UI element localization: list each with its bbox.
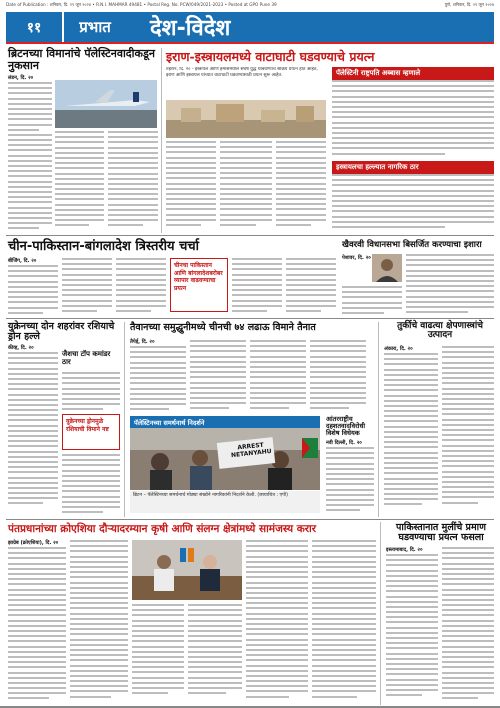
highlight-text-china: चीनचा पाकिस्तान आणि बांगलादेशबरोबर व्यापार वाढवण्याचा प्रयत्न xyxy=(174,262,223,292)
photo-caption: ब्रिटन – पॅलेस्टिनच्या समर्थनार्थ मोठ्या संख्येने नागरिकांनी निदर्शने केली. (छायाचित्र : एपी) xyxy=(130,491,320,513)
lead-text-iran-israel: तेहरान, दि. २० - इस्त्रायल आणि हमासमधील संघर्ष युद्ध थांबवण्याचे सक्रिय प्रयत्न होत आहेत, इराण आणि इस्त्रायल यांच्यात वाटाघाटी घडवण्यासाठी प्रयत्न सुरू आहेत. xyxy=(166,67,318,78)
headline-iran-israel: इराण-इस्त्रायलमध्ये वाटाघाटी घडवण्याचे प्रयत्न xyxy=(166,49,375,64)
article-text-agri-col1 xyxy=(8,547,66,703)
sidebar-text-attack xyxy=(332,174,494,232)
subheadline-jaish: जैशचा टॉप कमांडर ठार xyxy=(62,350,111,367)
headline-britain: ब्रिटनच्या विमानांचे पॅलेस्टिनवादीकडून नुकसान xyxy=(8,47,155,72)
headline-turkey: तुर्कीचे वाढत्या क्षेपणास्त्रांचे उत्पादन xyxy=(397,321,483,341)
article-text-iran-col3 xyxy=(276,141,326,231)
article-text-china-col3 xyxy=(116,258,166,315)
article-text-taiwan-col2 xyxy=(190,340,246,414)
headline-taiwan: तैवानच्या समुद्धुनीमध्ये चीनची ७४ लढाऊ विमाने तैनात xyxy=(130,322,316,333)
protest-sign-text: ARREST NETANYAHU xyxy=(230,441,272,459)
byline-taiwan: तैपेई, दि. २० xyxy=(130,339,155,345)
column-divider xyxy=(380,522,381,705)
masthead-divider xyxy=(6,42,494,44)
edition-info: Date of Publication : शनिवार, दि. २९ जून २०२४ • R.N.I. MAHMAR 49481 • Postal Reg. No. PCW/049/2021-2023 • Posted at GPO Pune 39 xyxy=(6,2,277,7)
photo-mideast xyxy=(166,100,326,138)
article-text-anti-terror xyxy=(326,447,374,515)
byline-anti-terror: नवी दिल्ली, दि. २० xyxy=(326,440,362,446)
article-text-china-col2 xyxy=(62,258,112,315)
article-text-taiwan-col3 xyxy=(250,340,306,414)
highlight-text-ukraine: युक्रेनच्या ड्रोनमुळे रशियाची विमाने नष्ट xyxy=(66,418,109,433)
highlight-box-china xyxy=(170,258,228,312)
byline-britain: लंडन, दि. २० xyxy=(8,75,34,81)
sidebar-text-abbas xyxy=(332,80,494,160)
article-text-ukraine-col3 xyxy=(62,454,120,514)
sidebar-heading-attack: इस्त्रायलचा हल्ल्यात नागरिक ठार xyxy=(332,161,494,174)
article-text-britain-col3 xyxy=(108,131,158,231)
article-text-china-col4 xyxy=(232,258,282,315)
byline-china-pak: बीजिंग, दि. २० xyxy=(8,258,37,264)
article-text-turkey-col1 xyxy=(384,353,438,515)
article-text-agri-col5 xyxy=(246,540,308,703)
byline-ukraine: कीव्ह, दि. २० xyxy=(8,345,34,351)
article-text-turkey-col2 xyxy=(442,346,494,515)
column-divider xyxy=(124,322,125,517)
headline-anti-terror: आंतरराष्ट्रीय दहशतवादविरोधी विशेष विधेयक xyxy=(326,415,366,437)
headline-kherawi: खैवरवी विधानसभा बिसर्जित करण्याचा इशारा xyxy=(342,240,482,250)
article-text-china-col5 xyxy=(286,258,336,315)
article-text-agri-col4 xyxy=(188,604,242,703)
article-text-pak-col2 xyxy=(442,547,494,703)
photo-aircraft xyxy=(55,80,157,128)
article-text-ukraine-col1 xyxy=(8,352,58,515)
section-title: देश-विदेश xyxy=(150,16,231,41)
masthead xyxy=(6,12,494,42)
article-text-pak-col1 xyxy=(386,554,438,703)
article-text-taiwan-col1 xyxy=(130,346,186,414)
photo-title-bar: पॅलेस्टिनच्या समर्थनार्थ निदर्शने xyxy=(130,416,320,429)
photo-leaders xyxy=(132,540,242,600)
edition-strip xyxy=(6,2,494,10)
article-text-taiwan-col4 xyxy=(310,340,366,414)
article-text-ukraine-col2 xyxy=(62,372,120,412)
article-text-iran-col2 xyxy=(220,141,272,231)
article-text-china-col1 xyxy=(8,265,58,315)
headline-china-pak: चीन-पाकिस्तान-बांगलादेश त्रिस्तरीय चर्चा xyxy=(8,239,199,254)
headline-pak-court: पाकिस्तानात मुलींचे प्रमाण घडवण्याचा प्रयत्न फसला xyxy=(396,522,486,543)
article-text-iran-col1 xyxy=(166,141,216,231)
publication-date: पुणे, शनिवार, दि. २९ जून २०२४ xyxy=(444,2,494,7)
horizontal-rule xyxy=(6,318,494,319)
article-text-agri-col2 xyxy=(70,540,128,703)
sidebar-heading-abbas: पॅलेस्टिनी राष्ट्रपति अब्बास म्हणाले xyxy=(332,67,494,80)
headline-ukraine: युक्रेनच्या दोन शहरांवर रशियाचे ड्रोन हल्ले xyxy=(8,321,115,342)
article-text-kherawi-col2 xyxy=(342,286,402,316)
byline-agri: झाग्रेब (क्रोएशिया), दि. २० xyxy=(8,540,59,546)
horizontal-rule xyxy=(6,235,494,236)
page-number: ११ xyxy=(6,12,64,42)
column-divider xyxy=(378,322,379,517)
byline-kherawi: पेशावर, दि. २० xyxy=(342,255,371,261)
column-divider xyxy=(161,48,162,233)
article-text-agri-col3 xyxy=(132,604,184,703)
horizontal-rule xyxy=(6,519,494,520)
photo-portrait xyxy=(372,254,402,282)
byline-pak-court: इस्लामाबाद, दि. २० xyxy=(386,547,423,553)
article-text-kherawi xyxy=(406,254,494,314)
article-text-britain-col2 xyxy=(55,131,104,231)
byline-turkey: अंकारा, दि. २० xyxy=(384,346,413,352)
highlight-box-ukraine xyxy=(62,414,120,450)
headline-agri: पंतप्रधानांच्या क्रोएशिया दौऱ्यादरम्यान कृषी आणि संलग्न क्षेत्रांमध्ये सामंजस्य करार xyxy=(8,523,317,535)
article-text-agri-col6 xyxy=(312,540,376,703)
brand-logo: प्रभात xyxy=(79,18,111,36)
photo-protest xyxy=(130,428,320,490)
article-text-britain-col1 xyxy=(8,82,52,232)
